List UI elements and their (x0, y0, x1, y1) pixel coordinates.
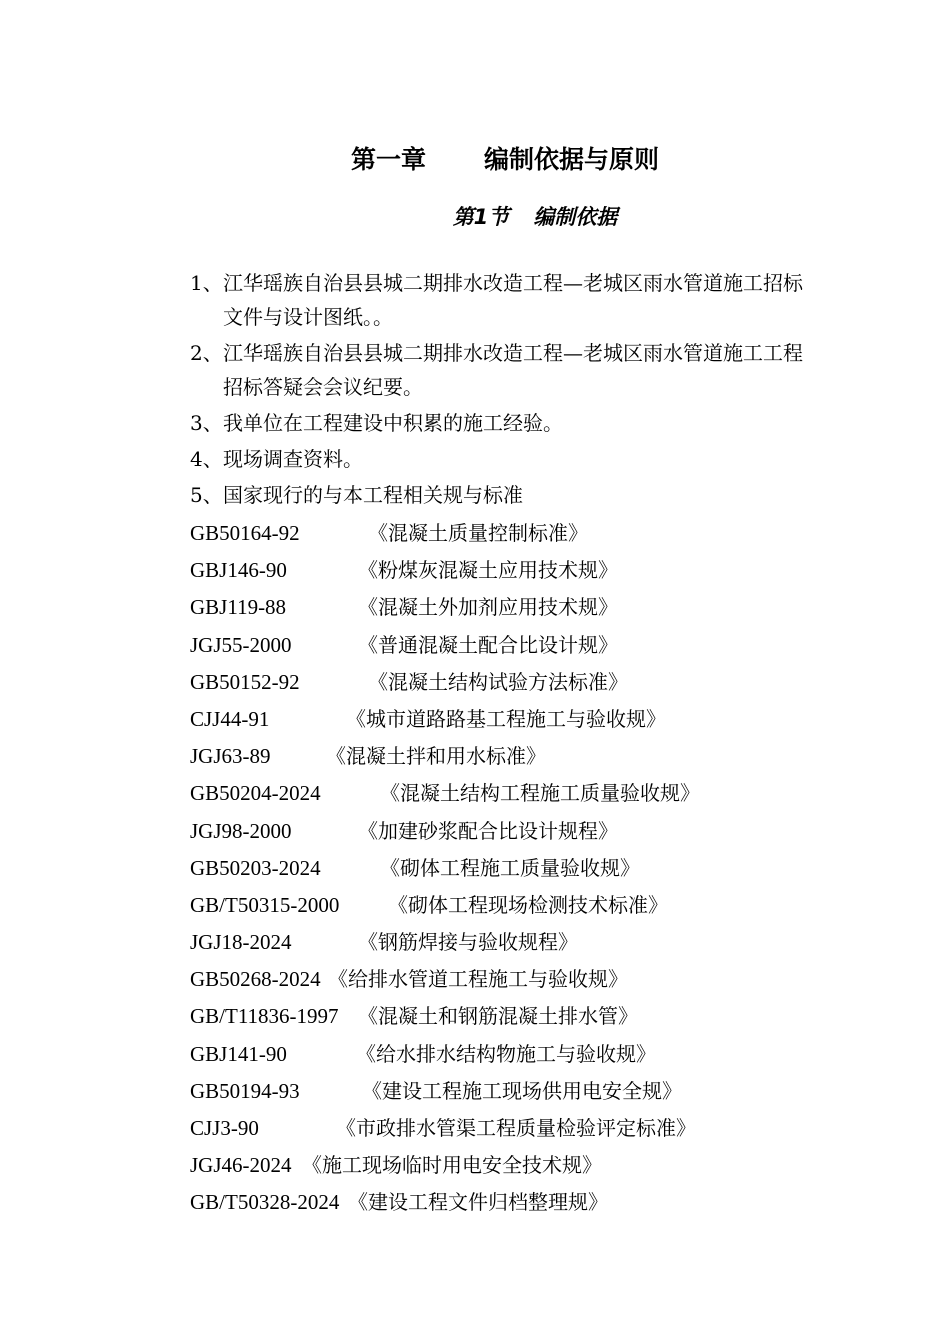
standard-row (190, 1036, 830, 1073)
standard-code: GB50152-92 (190, 669, 300, 694)
standard-name: 《建设工程文件归档整理规》 (348, 1190, 608, 1215)
chapter-title: 编制依据与原则 (484, 145, 660, 174)
standard-row (190, 552, 830, 589)
standard-row (190, 813, 830, 850)
standard-code: JGJ55-2000 (190, 632, 292, 657)
standard-name: 《市政排水管渠工程质量检验评定标准》 (336, 1116, 696, 1140)
list-item: 3、 我单位在工程建设中积累的施工经验。 (190, 411, 563, 435)
standard-name: 《粉煤灰混凝土应用技术规》 (358, 558, 618, 583)
standard-row (190, 775, 830, 812)
standard-name: 《给水排水结构物施工与验收规》 (356, 1041, 656, 1066)
chapter-heading (0, 143, 950, 177)
standard-row (190, 998, 830, 1035)
standard-code: GB50204-2024 (190, 781, 321, 806)
standard-name: 《砌体工程施工质量验收规》 (380, 855, 640, 880)
standard-code: GBJ141-90 (190, 1041, 287, 1066)
standard-row (190, 924, 830, 961)
standard-code: JGJ46-2024 (190, 1153, 292, 1178)
standard-code: JGJ63-89 (190, 744, 271, 769)
standard-row (190, 961, 830, 998)
standard-name: 《混凝土结构工程施工质量验收规》 (380, 781, 700, 806)
standard-name: 《砌体工程现场检测技术标准》 (388, 892, 668, 917)
standard-name: 《施工现场临时用电安全技术规》 (302, 1153, 602, 1178)
standard-name: 《城市道路路基工程施工与验收规》 (346, 706, 666, 731)
standard-name: 《混凝土和钢筋混凝土排水管》 (358, 1004, 638, 1029)
standard-code: GB/T50328-2024 (190, 1190, 340, 1215)
standard-name: 《普通混凝土配合比设计规》 (358, 632, 618, 657)
standard-code: GBJ119-88 (190, 595, 287, 620)
section-label: 第1节 (452, 205, 510, 229)
list-item: 4、 现场调查资料。 (190, 447, 363, 471)
standard-row (190, 1147, 830, 1184)
standard-code: GB50164-92 (190, 521, 300, 545)
standards-list (190, 515, 830, 1222)
standard-row (190, 738, 830, 775)
standard-code: JGJ18-2024 (190, 930, 292, 955)
standard-row (190, 1184, 830, 1221)
standard-name: 《加建砂浆配合比设计规程》 (358, 818, 618, 843)
standard-row (190, 887, 830, 924)
basis-list (190, 266, 810, 514)
standard-name: 《混凝土外加剂应用技术规》 (358, 595, 618, 620)
standard-row (190, 664, 830, 701)
standard-name: 《给排水管道工程施工与验收规》 (328, 967, 628, 992)
standard-code: GB50194-93 (190, 1078, 300, 1103)
list-item: 2、 江华瑶族自治县县城二期排水改造工程—老城区雨水管道施工工程招标答疑会会议纪要。 (190, 341, 803, 399)
standard-code: GB50268-2024 (190, 967, 321, 992)
standard-name: 《建设工程施工现场供用电安全规》 (362, 1078, 682, 1103)
standard-name: 《混凝土质量控制标准》 (368, 521, 588, 545)
standard-code: CJJ3-90 (190, 1116, 259, 1140)
standard-code: JGJ98-2000 (190, 818, 292, 843)
standard-code: GB50203-2024 (190, 855, 321, 880)
standard-row (190, 1110, 830, 1147)
list-item: 1、 江华瑶族自治县县城二期排水改造工程—老城区雨水管道施工招标文件与设计图纸。。 (190, 271, 803, 329)
standard-name: 《钢筋焊接与验收规程》 (358, 930, 578, 955)
standard-code: GB/T50315-2000 (190, 892, 340, 917)
chapter-label: 第一章 (350, 145, 426, 174)
standard-code: GB/T11836-1997 (190, 1004, 339, 1029)
standard-row (190, 850, 830, 887)
standard-name: 《混凝土结构试验方法标准》 (368, 669, 628, 694)
section-heading (0, 202, 950, 232)
standard-code: GBJ146-90 (190, 558, 287, 583)
list-item: 5、 国家现行的与本工程相关规与标准 (190, 483, 523, 507)
section-title: 编制依据 (533, 205, 618, 229)
standard-row (190, 1073, 830, 1110)
standard-code: CJJ44-91 (190, 706, 270, 731)
standard-row (190, 515, 830, 552)
standard-row (190, 589, 830, 626)
standard-row (190, 701, 830, 738)
standard-name: 《混凝土拌和用水标准》 (326, 744, 546, 769)
standard-row (190, 627, 830, 664)
